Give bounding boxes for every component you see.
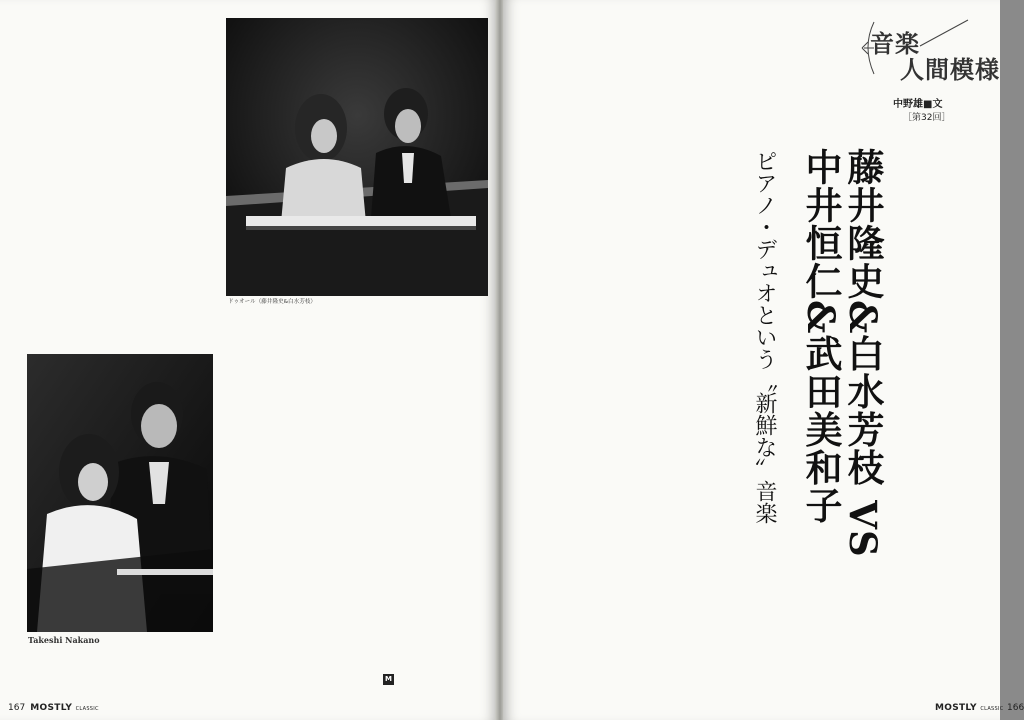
right-footer bbox=[935, 695, 1024, 714]
author-byline: 中野雄■文 bbox=[893, 99, 943, 110]
right-magazine-name bbox=[935, 703, 1007, 713]
left-page bbox=[0, 0, 497, 720]
left-footer bbox=[8, 695, 99, 714]
left-magazine-name bbox=[30, 703, 99, 713]
article-title-line2: 中井恒仁&武田美和子 bbox=[799, 148, 843, 525]
right-magazine-subtitle: CLASSIC bbox=[980, 706, 1004, 712]
series-title-line1: 音楽 bbox=[870, 29, 920, 58]
right-magazine-title: MOSTLY bbox=[935, 703, 977, 713]
left-magazine-subtitle: CLASSIC bbox=[75, 706, 99, 712]
photo1-caption-title: ドゥオール（藤井隆史&白水芳枝） bbox=[228, 299, 317, 305]
article-subtitle: ピアノ・デュオという〝新鮮な〟音楽 bbox=[752, 150, 777, 524]
photo2-caption-name: Takeshi Nakano bbox=[28, 635, 100, 645]
left-page-number: 167 bbox=[8, 703, 26, 713]
series-title-line2: 人間模様 bbox=[900, 55, 1000, 84]
left-magazine-title: MOSTLY bbox=[30, 703, 73, 713]
duo-photo-dor bbox=[226, 18, 488, 296]
issue-number: ［第32回］ bbox=[903, 113, 951, 123]
right-page-number: 166 bbox=[1007, 703, 1024, 713]
photo1-caption bbox=[228, 298, 488, 306]
photo2-caption bbox=[28, 636, 210, 644]
article-title-line1: 藤井隆史&白水芳枝 VS bbox=[841, 148, 885, 558]
duo-photo-nakai-takeda bbox=[27, 354, 213, 632]
section-marker: M bbox=[383, 674, 394, 685]
